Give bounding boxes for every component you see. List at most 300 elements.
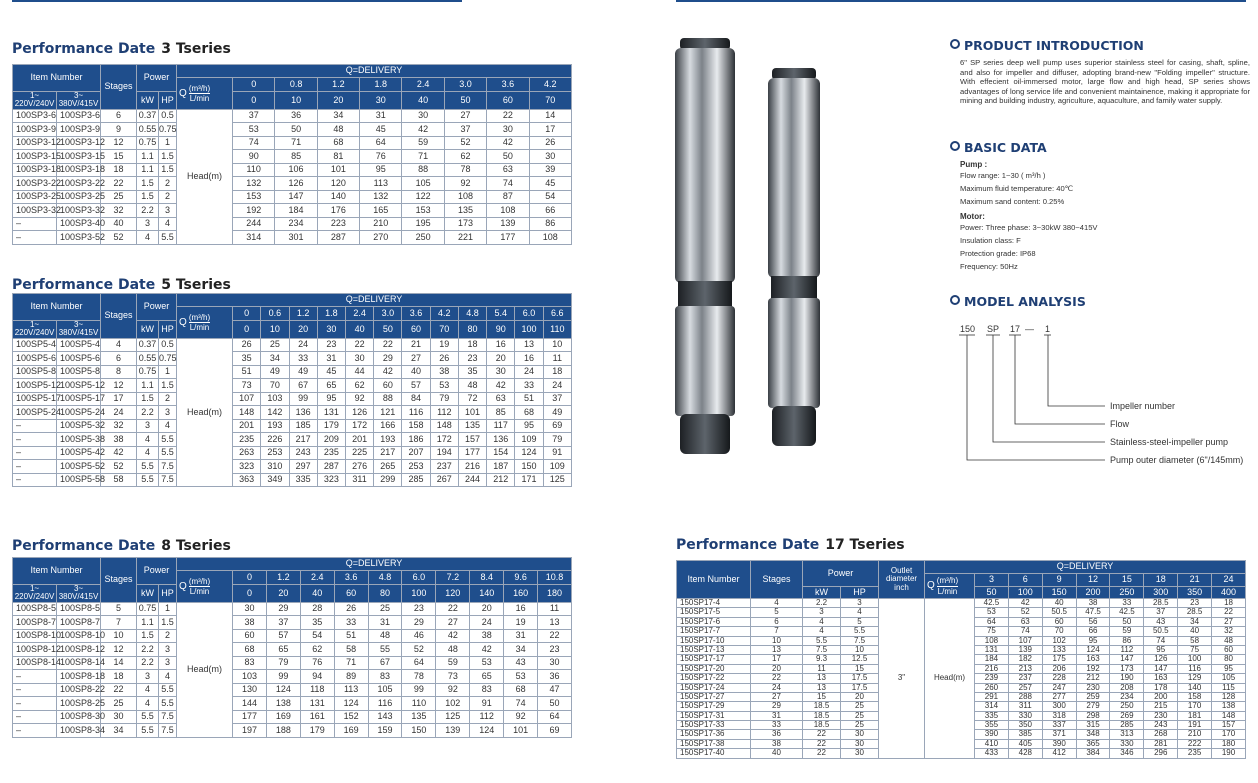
head-value-cell: 42.5: [975, 599, 1009, 608]
head-value-cell: 31: [504, 629, 538, 643]
head-value-cell: 105: [368, 683, 402, 697]
table-cell: 58: [101, 473, 137, 487]
head-value-cell: 177: [458, 446, 486, 460]
head-value-cell: 216: [458, 460, 486, 474]
item-number-header: Item Number: [13, 65, 101, 92]
flow-m3h-cell: 0.6: [261, 307, 289, 321]
head-value-cell: 25: [368, 602, 402, 616]
head-value-cell: 92: [444, 177, 486, 191]
table-cell: 7.5: [159, 460, 177, 474]
head-value-cell: 132: [233, 177, 275, 191]
head-value-cell: 109: [515, 433, 543, 447]
table-cell: 100SP5-6: [57, 352, 101, 366]
head-value-cell: 64: [360, 136, 402, 150]
head-value-cell: 170: [1178, 702, 1212, 711]
head-value-cell: 223: [317, 217, 359, 231]
head-value-cell: 165: [360, 204, 402, 218]
head-value-cell: 178: [1144, 683, 1178, 692]
top-rule-right: [676, 0, 1246, 2]
model-analysis-heading: MODEL ANALYSIS: [950, 294, 1250, 309]
flow-m3h-cell: 18: [1144, 574, 1178, 587]
table-cell: 100SP5-42: [57, 446, 101, 460]
head-value-cell: 46: [402, 629, 436, 643]
table-cell: 5: [101, 602, 137, 616]
table-row: [13, 365, 572, 379]
table-cell: 4: [803, 617, 841, 626]
flow-lmin-cell: 80: [458, 321, 486, 339]
head-value-cell: 33: [334, 616, 368, 630]
head-value-cell: 73: [436, 670, 470, 684]
head-value-cell: 76: [300, 656, 334, 670]
head-value-cell: 72: [458, 392, 486, 406]
head-value-cell: 226: [261, 433, 289, 447]
flow-lmin-cell: 180: [538, 585, 572, 603]
head-value-cell: 101: [317, 163, 359, 177]
head-value-cell: 287: [317, 460, 345, 474]
head-value-cell: 95: [360, 163, 402, 177]
head-value-cell: 22: [436, 602, 470, 616]
head-value-cell: 112: [470, 710, 504, 724]
outlet-header: Outlet diameter inch: [879, 561, 925, 599]
head-value-cell: 216: [975, 664, 1009, 673]
table-cell: 100SP8-14: [13, 656, 57, 670]
table-cell: 6: [101, 109, 137, 123]
head-value-cell: 215: [1144, 702, 1178, 711]
table-cell: 100SP8-34: [57, 724, 101, 738]
head-value-cell: 53: [233, 123, 275, 137]
head-value-cell: 34: [504, 643, 538, 657]
flow-lmin-cell: 400: [1212, 587, 1246, 599]
head-value-cell: 135: [444, 204, 486, 218]
flow-m3h-cell: 3: [975, 574, 1009, 587]
flow-m3h-cell: 8.4: [470, 571, 504, 585]
head-value-cell: 45: [529, 177, 571, 191]
head-value-cell: 57: [402, 379, 430, 393]
head-value-cell: 30: [402, 109, 444, 123]
table-cell: 18.5: [803, 721, 841, 730]
head-value-cell: 22: [1212, 608, 1246, 617]
flow-lmin-cell: 300: [1144, 587, 1178, 599]
head-value-cell: 49: [261, 365, 289, 379]
table-cell: 22: [101, 683, 137, 697]
head-value-cell: 38: [430, 365, 458, 379]
head-value-cell: 42: [1008, 599, 1042, 608]
head-value-cell: 348: [1076, 730, 1110, 739]
head-value-cell: 67: [289, 379, 317, 393]
table-row: [13, 473, 572, 487]
head-value-cell: 31: [317, 352, 345, 366]
table-cell: 100SP3-15: [57, 150, 101, 164]
table-row: [13, 123, 572, 137]
head-value-cell: 298: [1076, 711, 1110, 720]
head-value-cell: 89: [334, 670, 368, 684]
pump-label: Pump :: [960, 160, 988, 169]
table-cell: 0.55: [137, 123, 159, 137]
head-value-cell: 64: [402, 656, 436, 670]
table-cell: 0.5: [159, 109, 177, 123]
head-value-cell: 181: [1178, 711, 1212, 720]
table-cell: 0.55: [137, 352, 159, 366]
flow-lmin-cell: 100: [515, 321, 543, 339]
head-label-cell: Head(m): [925, 599, 975, 759]
flow-unit-cell: Q (m³/h) L/min: [177, 571, 233, 603]
head-value-cell: 62: [345, 379, 373, 393]
head-value-cell: 147: [1144, 664, 1178, 673]
head-value-cell: 147: [1110, 655, 1144, 664]
table-cell: 13: [803, 674, 841, 683]
motor-label: Motor:: [960, 212, 985, 221]
voltage-1ph-header: 1~ 220V/240V: [13, 321, 57, 339]
head-value-cell: 38: [233, 616, 267, 630]
table-cell: 100SP3-9: [57, 123, 101, 137]
table-row: [13, 392, 572, 406]
head-value-cell: 29: [374, 352, 402, 366]
head-value-cell: 337: [1042, 721, 1076, 730]
table-cell: 1.5: [159, 379, 177, 393]
table-cell: 22: [101, 177, 137, 191]
stages-header: Stages: [751, 561, 803, 599]
head-value-cell: 186: [402, 433, 430, 447]
head-value-cell: 161: [300, 710, 334, 724]
head-value-cell: 53: [504, 670, 538, 684]
head-value-cell: 311: [345, 473, 373, 487]
head-value-cell: 49: [289, 365, 317, 379]
table-cell: 1.5: [137, 629, 159, 643]
table-cell: 2: [159, 190, 177, 204]
head-value-cell: 23: [317, 338, 345, 352]
head-value-cell: 21: [402, 338, 430, 352]
head-value-cell: 86: [529, 217, 571, 231]
flow-m3h-cell: 4.8: [458, 307, 486, 321]
flow-m3h-cell: 2.4: [345, 307, 373, 321]
head-value-cell: 221: [444, 231, 486, 245]
table-cell: 1.1: [137, 379, 159, 393]
head-value-cell: 74: [1008, 627, 1042, 636]
head-value-cell: 92: [504, 710, 538, 724]
head-value-cell: 314: [233, 231, 275, 245]
head-value-cell: 68: [504, 683, 538, 697]
table-cell: 25: [841, 721, 879, 730]
table-cell: 1.5: [137, 392, 159, 406]
table-cell: 6: [101, 352, 137, 366]
power-header: Power: [137, 294, 177, 321]
head-value-cell: 288: [1008, 692, 1042, 701]
flow-unit-cell: Q (m³/h) L/min: [177, 78, 233, 110]
head-value-cell: 69: [543, 419, 571, 433]
head-value-cell: 99: [402, 683, 436, 697]
head-value-cell: 131: [300, 697, 334, 711]
head-value-cell: 192: [1076, 664, 1110, 673]
flow-lmin-cell: 0: [233, 321, 261, 339]
model-code-sp: SP: [987, 324, 1000, 334]
delivery-header: Q=DELIVERY: [177, 294, 572, 307]
table-cell: 22: [803, 749, 841, 758]
head-value-cell: 225: [345, 446, 373, 460]
table-cell: 150SP17-6: [677, 617, 751, 626]
head-value-cell: 270: [360, 231, 402, 245]
flow-m3h-cell: 1.2: [266, 571, 300, 585]
head-value-cell: 42: [402, 123, 444, 137]
table-cell: 24: [751, 683, 803, 692]
power-header: Power: [137, 558, 177, 585]
head-value-cell: 166: [374, 419, 402, 433]
table-cell: 5.5: [137, 724, 159, 738]
head-value-cell: 154: [487, 446, 515, 460]
table-cell: 27: [751, 692, 803, 701]
table-cell: 17: [751, 655, 803, 664]
head-value-cell: 113: [360, 177, 402, 191]
head-value-cell: 70: [1042, 627, 1076, 636]
head-value-cell: 116: [1178, 664, 1212, 673]
model-label-diameter: Pump outer diameter (6"/145mm): [1110, 455, 1244, 465]
head-value-cell: 48: [458, 379, 486, 393]
table-row: [13, 643, 572, 657]
head-value-cell: 85: [487, 406, 515, 420]
head-value-cell: 84: [402, 392, 430, 406]
flow-m3h-cell: 3.6: [487, 78, 529, 92]
table-row: [13, 670, 572, 684]
table-cell: 100SP5-52: [57, 460, 101, 474]
head-value-cell: 73: [233, 379, 261, 393]
table-cell: 25: [841, 702, 879, 711]
pump-left: [675, 38, 735, 454]
head-value-cell: 250: [402, 231, 444, 245]
head-value-cell: 163: [1076, 655, 1110, 664]
item-number-header: Item Number: [13, 558, 101, 585]
head-value-cell: 39: [529, 163, 571, 177]
head-value-cell: 52: [1008, 608, 1042, 617]
head-value-cell: 51: [233, 365, 261, 379]
table-cell: 3: [159, 656, 177, 670]
kw-header: kW: [137, 321, 159, 339]
table-cell: –: [13, 217, 57, 231]
table-cell: 100SP8-10: [57, 629, 101, 643]
flow-m3h-cell: 6.0: [402, 571, 436, 585]
flow-lmin-cell: 150: [1042, 587, 1076, 599]
head-value-cell: 363: [233, 473, 261, 487]
head-value-cell: 74: [487, 177, 529, 191]
flow-m3h-cell: 2.4: [402, 78, 444, 92]
head-value-cell: 158: [402, 419, 430, 433]
head-value-cell: 83: [368, 670, 402, 684]
flow-m3h-cell: 4.2: [430, 307, 458, 321]
flow-m3h-cell: 1.2: [317, 78, 359, 92]
flow-lmin-cell: 160: [504, 585, 538, 603]
item-number-header: Item Number: [13, 294, 101, 321]
head-value-cell: 27: [436, 616, 470, 630]
table-cell: 100SP3-12: [57, 136, 101, 150]
table-cell: 100SP5-32: [57, 419, 101, 433]
flow-m3h-cell: 1.8: [360, 78, 402, 92]
head-value-cell: 355: [975, 721, 1009, 730]
head-value-cell: 190: [1110, 674, 1144, 683]
table-cell: 18: [101, 670, 137, 684]
flow-m3h-cell: 15: [1110, 574, 1144, 587]
table-cell: 4: [841, 608, 879, 617]
head-value-cell: 253: [261, 446, 289, 460]
head-value-cell: 170: [1212, 730, 1246, 739]
table-cell: 3: [159, 643, 177, 657]
head-value-cell: 35: [458, 365, 486, 379]
table-cell: 2: [159, 177, 177, 191]
head-value-cell: 277: [1042, 692, 1076, 701]
head-value-cell: 60: [1042, 617, 1076, 626]
table-cell: 100SP3-9: [13, 123, 57, 137]
table-cell: 3: [137, 419, 159, 433]
head-value-cell: 102: [1042, 636, 1076, 645]
head-value-cell: 234: [275, 217, 317, 231]
head-value-cell: 310: [261, 460, 289, 474]
head-value-cell: 124: [515, 446, 543, 460]
head-value-cell: 125: [543, 473, 571, 487]
table-cell: 100SP8-30: [57, 710, 101, 724]
head-value-cell: 124: [334, 697, 368, 711]
model-code-flow: 17: [1010, 324, 1021, 334]
table-cell: 100SP3-25: [13, 190, 57, 204]
head-value-cell: 50: [538, 697, 572, 711]
head-value-cell: 30: [487, 365, 515, 379]
table-cell: 1: [159, 365, 177, 379]
head-value-cell: 43: [1144, 617, 1178, 626]
head-value-cell: 31: [368, 616, 402, 630]
head-value-cell: 142: [261, 406, 289, 420]
head-value-cell: 10: [543, 338, 571, 352]
table-cell: 1.5: [159, 163, 177, 177]
model-label-pump: Stainless-steel-impeller pump: [1110, 437, 1229, 447]
head-value-cell: 75: [975, 627, 1009, 636]
table-cell: 0.75: [159, 352, 177, 366]
flow-m3h-cell: 0: [233, 307, 261, 321]
head-value-cell: 228: [1042, 674, 1076, 683]
table-cell: 100SP5-38: [57, 433, 101, 447]
table-cell: 42: [101, 446, 137, 460]
head-value-cell: 113: [334, 683, 368, 697]
flow-m3h-cell: 12: [1076, 574, 1110, 587]
head-value-cell: 135: [458, 419, 486, 433]
flow-lmin-cell: 20: [289, 321, 317, 339]
head-value-cell: 259: [1076, 692, 1110, 701]
table-cell: 40: [101, 217, 137, 231]
head-value-cell: 71: [402, 150, 444, 164]
head-value-cell: 80: [1212, 655, 1246, 664]
head-value-cell: 47: [538, 683, 572, 697]
head-value-cell: 70: [261, 379, 289, 393]
head-value-cell: 136: [487, 433, 515, 447]
head-value-cell: 147: [275, 190, 317, 204]
head-value-cell: 94: [300, 670, 334, 684]
table-cell: 5.5: [159, 433, 177, 447]
table-cell: 0.37: [137, 338, 159, 352]
head-value-cell: 187: [487, 460, 515, 474]
head-value-cell: 48: [317, 123, 359, 137]
table-row: [13, 163, 572, 177]
table-cell: 100SP3-32: [57, 204, 101, 218]
head-value-cell: 40: [1178, 627, 1212, 636]
head-value-cell: 30: [233, 602, 267, 616]
table-cell: 3: [159, 204, 177, 218]
head-value-cell: 53: [430, 379, 458, 393]
table-cell: 100SP8-12: [13, 643, 57, 657]
head-value-cell: 173: [1110, 664, 1144, 673]
head-value-cell: 35: [300, 616, 334, 630]
table-cell: 7: [101, 616, 137, 630]
head-value-cell: 83: [470, 683, 504, 697]
head-value-cell: 37: [233, 109, 275, 123]
table-cell: 100SP3-40: [57, 217, 101, 231]
head-value-cell: 62: [300, 643, 334, 657]
table-cell: 100SP5-12: [13, 379, 57, 393]
head-value-cell: 24: [543, 379, 571, 393]
table-cell: 100SP8-25: [57, 697, 101, 711]
table-row: [13, 656, 572, 670]
head-value-cell: 33: [515, 379, 543, 393]
head-value-cell: 138: [1212, 702, 1246, 711]
head-value-cell: 60: [1212, 645, 1246, 654]
table-cell: 4: [137, 697, 159, 711]
table-cell: 5.5: [159, 697, 177, 711]
table-cell: 100SP3-22: [57, 177, 101, 191]
head-value-cell: 195: [402, 217, 444, 231]
table-cell: 150SP17-31: [677, 711, 751, 720]
table-cell: –: [13, 473, 57, 487]
head-value-cell: 31: [360, 109, 402, 123]
table-cell: –: [13, 710, 57, 724]
head-value-cell: 95: [317, 392, 345, 406]
head-value-cell: 91: [470, 697, 504, 711]
head-value-cell: 263: [233, 446, 261, 460]
pump-right: [768, 68, 820, 446]
table-cell: 1.5: [159, 616, 177, 630]
head-value-cell: 87: [487, 190, 529, 204]
head-value-cell: 184: [275, 204, 317, 218]
head-value-cell: 212: [487, 473, 515, 487]
table-cell: 100SP8-7: [57, 616, 101, 630]
head-value-cell: 99: [266, 670, 300, 684]
head-value-cell: 157: [458, 433, 486, 447]
head-value-cell: 42: [374, 365, 402, 379]
head-value-cell: 139: [436, 724, 470, 738]
head-value-cell: 323: [317, 473, 345, 487]
table-cell: 100SP3-18: [57, 163, 101, 177]
head-value-cell: 18: [1212, 599, 1246, 608]
head-value-cell: 28.5: [1178, 608, 1212, 617]
table-cell: 4: [137, 231, 159, 245]
head-value-cell: 182: [1008, 655, 1042, 664]
head-value-cell: 107: [1008, 636, 1042, 645]
head-value-cell: 23: [402, 602, 436, 616]
head-value-cell: 24: [289, 338, 317, 352]
head-value-cell: 301: [275, 231, 317, 245]
head-value-cell: 20: [470, 602, 504, 616]
stages-header: Stages: [101, 294, 137, 339]
head-value-cell: 95: [515, 419, 543, 433]
head-value-cell: 126: [345, 406, 373, 420]
head-value-cell: 121: [374, 406, 402, 420]
head-value-cell: 36: [538, 670, 572, 684]
head-value-cell: 64: [538, 710, 572, 724]
head-value-cell: 412: [1042, 749, 1076, 758]
table-cell: 15: [803, 692, 841, 701]
head-value-cell: 335: [289, 473, 317, 487]
table-cell: 52: [101, 460, 137, 474]
head-value-cell: 105: [1212, 674, 1246, 683]
head-value-cell: 428: [1008, 749, 1042, 758]
head-value-cell: 38: [470, 629, 504, 643]
voltage-3ph-header: 3~ 380V/415V: [57, 585, 101, 603]
head-value-cell: 26: [233, 338, 261, 352]
head-value-cell: 144: [233, 697, 267, 711]
table-cell: 9: [101, 123, 137, 137]
